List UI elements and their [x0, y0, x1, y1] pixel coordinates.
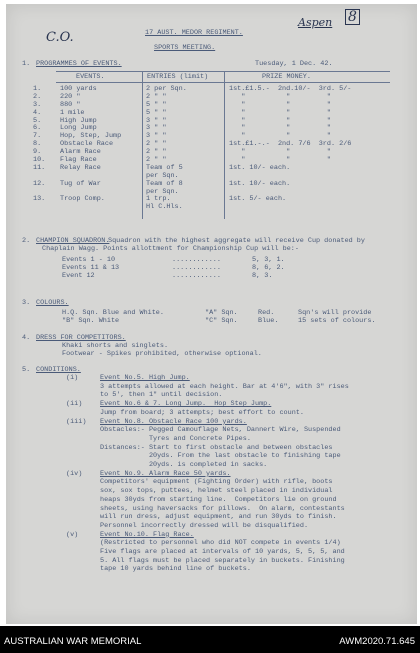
- section-1-heading: PROGRAMMES OF EVENTS.: [36, 60, 122, 68]
- entry-limit: 5 " ": [146, 108, 167, 117]
- event-name: Tug of War: [60, 179, 101, 188]
- prize-money: " " ": [229, 116, 331, 125]
- event-number: 7.: [33, 132, 42, 141]
- event-number: 2.: [33, 92, 42, 101]
- condition-event-heading: Event No.6 & 7. Long Jump. Hop Step Jump.: [100, 400, 272, 409]
- condition-text: tape 10 yards behind line of buckets.: [100, 565, 251, 574]
- footer-institution: AUSTRALIAN WAR MEMORIAL: [4, 636, 142, 647]
- event-number: 5.: [33, 116, 42, 125]
- column-header-entries: ENTRIES (limit): [147, 73, 209, 81]
- entry-limit: Team of 5: [146, 163, 183, 172]
- document-subtitle: SPORTS MEETING.: [154, 44, 216, 52]
- entry-limit: 2 " ": [146, 92, 167, 101]
- prize-money: " " ": [229, 124, 331, 133]
- event-number: 1.: [33, 85, 42, 93]
- points-value: 5, 3, 1.: [252, 256, 285, 264]
- section-2-heading: CHAMPION SQUADRON.: [36, 237, 110, 245]
- prizes-column: [229, 86, 351, 212]
- entry-limit: Team of 8: [146, 179, 183, 188]
- entry-limit: per Sqn.: [146, 187, 179, 196]
- condition-number: (iv): [66, 469, 83, 478]
- condition-text: sox, sox tops, puttees, helmet steel placed in individual: [100, 487, 333, 496]
- event-name: Hop, Step, Jump: [60, 132, 122, 141]
- event-name: Alarm Race: [60, 148, 101, 157]
- event-name: Flag Race: [60, 156, 97, 165]
- entries-column: [146, 86, 187, 212]
- event-number: 3.: [33, 100, 42, 109]
- section-5-heading: CONDITIONS.: [36, 366, 81, 374]
- section-1-number: 1.: [22, 60, 31, 68]
- event-numbers-column: [33, 86, 45, 212]
- section-3-heading: COLOURS.: [36, 299, 69, 307]
- prize-money: " " ": [229, 156, 331, 165]
- colour-row-b: "A" Sqn.: [205, 309, 238, 317]
- entry-limit: per Sqn.: [146, 171, 179, 180]
- colour-row-c: Red.: [258, 309, 275, 317]
- event-number: 10.: [33, 156, 46, 165]
- condition-text: 5. All flags must be placed separately in buckets. Finishing: [100, 556, 345, 565]
- points-label: Event 12: [62, 272, 95, 280]
- document-date: Tuesday, 1 Dec. 42.: [255, 60, 333, 68]
- colour-row-a: H.Q. Sqn. Blue and White.: [62, 309, 164, 317]
- section-4-heading: DRESS FOR COMPETITORS.: [36, 334, 126, 342]
- event-name: 880 ": [60, 100, 81, 109]
- prize-money: " " ": [229, 100, 331, 109]
- section-3-number: 3.: [22, 299, 31, 307]
- prize-money: [229, 204, 351, 212]
- entry-limit: 2 " ": [146, 140, 167, 149]
- section-2-line: Squadron with the highest aggregate will receive Cup donated by: [108, 237, 365, 245]
- table-divider-2: [224, 71, 225, 219]
- event-name: 220 ": [60, 92, 81, 101]
- condition-number: (v): [66, 530, 79, 539]
- entry-limit: Hl C.Hls.: [146, 203, 183, 212]
- condition-text: sheets, using haversacks for pillows. On alarm, contestants: [100, 504, 345, 513]
- colour-row-c: Blue.: [258, 317, 279, 325]
- condition-event-heading: Event No.9. Alarm Race 50 yards.: [100, 469, 231, 478]
- entry-limit: 5 " ": [146, 100, 167, 109]
- condition-text: heaps 30yds from starting line. Competitors lie on ground: [100, 495, 337, 504]
- event-number: 11.: [33, 163, 46, 172]
- points-value: 8, 3.: [252, 272, 273, 280]
- event-number: [33, 204, 45, 212]
- dress-line: Footwear - Spikes prohibited, otherwise optional.: [62, 350, 262, 358]
- condition-event-heading: Event No.8. Obstacle Race 100 yards.: [100, 417, 247, 426]
- points-label: Events 1 - 10: [62, 256, 116, 264]
- condition-number: (ii): [66, 400, 83, 409]
- column-header-events: EVENTS.: [76, 73, 105, 81]
- footer-accession-number: AWM2020.71.645: [339, 636, 415, 647]
- section-2-number: 2.: [22, 237, 31, 245]
- event-number: 13.: [33, 195, 46, 204]
- entry-limit: 3 " ": [146, 116, 167, 125]
- points-label: Events 11 & 13: [62, 264, 120, 272]
- points-dots: ............: [172, 256, 221, 264]
- event-name: Obstacle Race: [60, 140, 114, 149]
- event-number: 9.: [33, 148, 42, 157]
- table-header-rule: [56, 82, 390, 83]
- entry-limit: 3 " ": [146, 124, 167, 133]
- entry-limit: 3 " ": [146, 132, 167, 141]
- entry-limit: 2 " ": [146, 148, 167, 157]
- document-title: 17 AUST. MEDOR REGIMENT.: [145, 29, 243, 37]
- event-name: High Jump: [60, 116, 97, 125]
- prize-money: 1st.£1.-.- 2nd. 7/6 3rd. 2/6: [229, 140, 352, 149]
- section-4-number: 4.: [22, 334, 31, 342]
- points-value: 8, 6, 2.: [252, 264, 285, 272]
- prize-money: 1st. 5/- each.: [229, 195, 287, 204]
- points-dots: ............: [172, 272, 221, 280]
- event-name: 1 mile: [60, 108, 85, 117]
- prize-money: 1st. 10/- each.: [229, 163, 291, 172]
- handwritten-annotation: Aspen: [298, 16, 333, 29]
- section-5-number: 5.: [22, 366, 31, 374]
- entry-limit: 2 " ": [146, 156, 167, 165]
- colour-row-b: "C" Sqn.: [205, 317, 238, 325]
- colour-row-d: Sqn's will provide: [298, 309, 372, 317]
- colour-row-a: "B" Sqn. White: [62, 317, 120, 325]
- handwritten-number: 8: [345, 9, 360, 25]
- condition-text: 3 attempts allowed at each height. Bar at 4'6", with 3" rises: [100, 382, 349, 391]
- archive-footer: [0, 626, 420, 653]
- condition-text: Five flags are placed at intervals of 10 yards, 5, 5, 5, and: [100, 548, 345, 556]
- entry-limit: 2 per Sqn.: [146, 85, 187, 93]
- condition-text: Distances:- Start to first obstacle and between obstacles: [100, 443, 333, 452]
- points-dots: ............: [172, 264, 221, 272]
- event-name: 100 yards: [60, 85, 97, 93]
- prize-money: " " ": [229, 148, 331, 157]
- condition-text: 20yds. From the last obstacle to finishing tape: [100, 452, 341, 461]
- condition-event-heading: Event No.5. High Jump.: [100, 374, 190, 382]
- condition-text: will run dress, adjust equipment, and run 30yds to finish.: [100, 513, 337, 522]
- condition-text: 20yds. is completed in sacks.: [100, 461, 268, 469]
- condition-text: (Restricted to personnel who did NOT compete in events 1/4): [100, 539, 341, 548]
- dress-line: Khaki shorts and singlets.: [62, 342, 169, 350]
- event-name: Long Jump: [60, 124, 97, 133]
- condition-text: to 5', then 1" until decision.: [100, 391, 223, 400]
- event-number: 6.: [33, 124, 42, 133]
- condition-text: Competitors' equipment (Fighting Order) with rifle, boots: [100, 478, 333, 487]
- condition-event-heading: Event No.10. Flag Race.: [100, 530, 194, 539]
- condition-number: (iii): [66, 417, 87, 426]
- column-header-prize: PRIZE MONEY.: [262, 73, 311, 81]
- prize-money: 1st.£1.5.- 2nd.10/- 3rd. 5/-: [229, 85, 352, 93]
- condition-number: (i): [66, 374, 79, 382]
- handwritten-co-mark: C.O.: [46, 30, 74, 45]
- prize-money: " " ": [229, 108, 331, 117]
- event-number: 4.: [33, 108, 42, 117]
- table-divider-1: [142, 71, 143, 219]
- condition-text: Obstacles:- Pegged Camouflage Nets, Dannert Wire, Suspended: [100, 426, 341, 435]
- condition-text: Jump from board; 3 attempts; best effort to count.: [100, 408, 304, 417]
- condition-text: Tyres and Concrete Pipes.: [100, 434, 251, 443]
- event-name: Relay Race: [60, 163, 101, 172]
- event-number: 8.: [33, 140, 42, 149]
- table-top-rule: [56, 71, 390, 72]
- colour-row-d: 15 sets of colours.: [298, 317, 376, 325]
- condition-text: Personnel incorrectly dressed will be disqualified.: [100, 521, 309, 530]
- section-2-line: Chaplain Wagg. Points allottment for Championship Cup will be:-: [42, 245, 299, 253]
- events-column: [60, 86, 121, 212]
- event-name: Troop Comp.: [60, 195, 105, 204]
- event-name: [60, 204, 121, 212]
- prize-money: 1st. 10/- each.: [229, 179, 291, 188]
- prize-money: " " ": [229, 92, 331, 101]
- entry-limit: 1 trp.: [146, 195, 171, 204]
- prize-money: " " ": [229, 132, 331, 141]
- event-number: 12.: [33, 179, 46, 188]
